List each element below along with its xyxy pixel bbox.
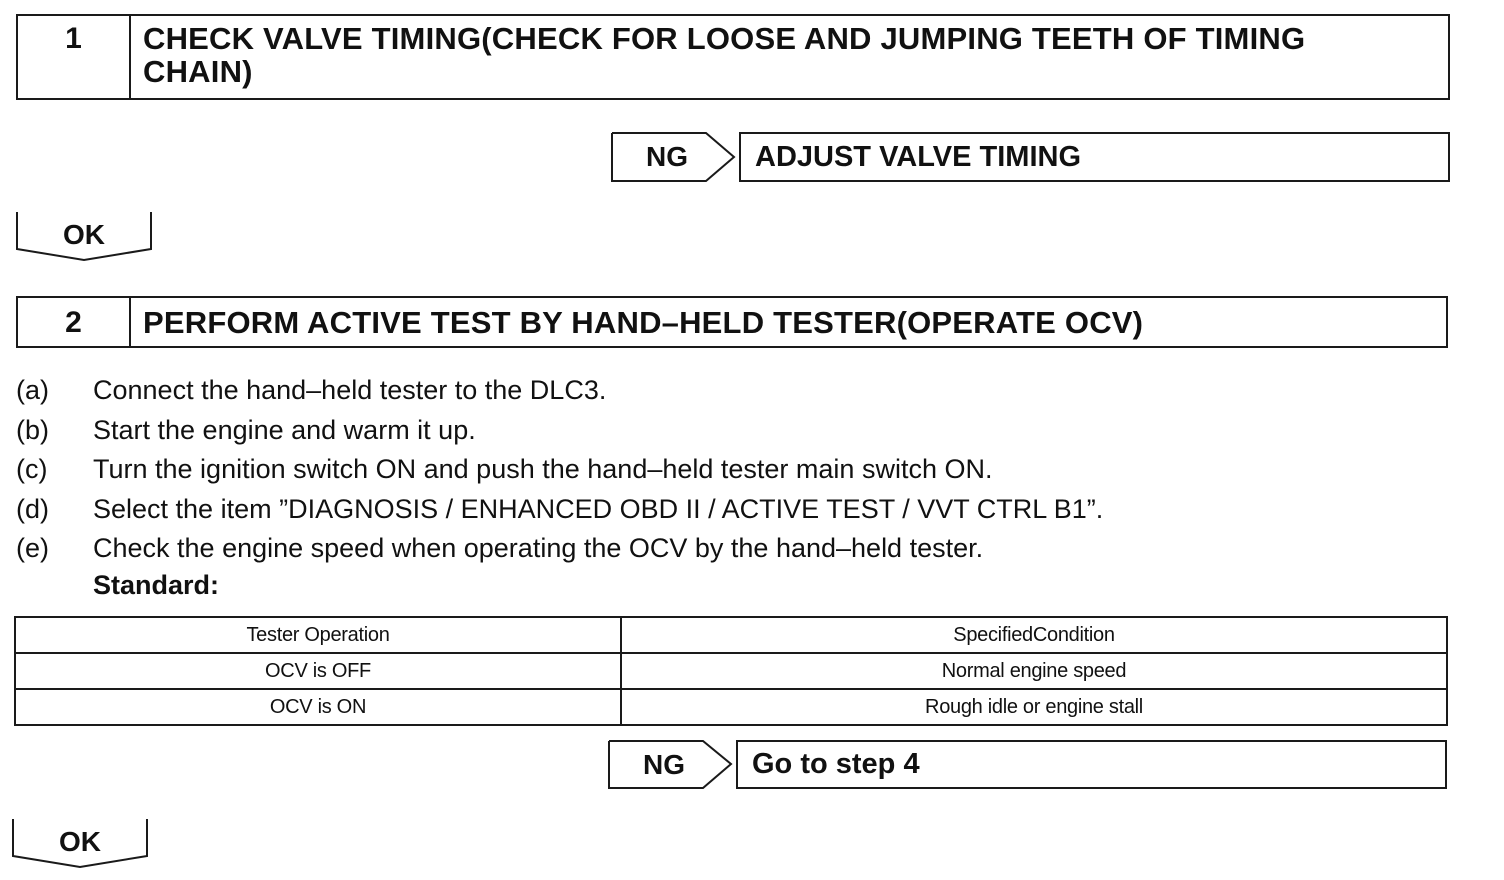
table-cell: OCV is OFF bbox=[15, 653, 621, 689]
step-1-ok-label: OK bbox=[63, 219, 105, 250]
step-2-ng-label: NG bbox=[643, 748, 685, 780]
instruction-text: Check the engine speed when operating the OCV by the hand–held tester. bbox=[93, 533, 984, 563]
instruction-letter: (e) bbox=[16, 533, 49, 563]
step-2-ok-tab bbox=[12, 818, 148, 868]
table-cell: Normal engine speed bbox=[621, 653, 1447, 689]
instruction-item bbox=[16, 450, 1456, 490]
spec-table-grid bbox=[14, 616, 1448, 726]
table-header-row bbox=[15, 617, 1447, 653]
instruction-text: Connect the hand–held tester to the DLC3. bbox=[93, 375, 607, 405]
step-1-ng-arrow bbox=[612, 132, 736, 182]
spec-table bbox=[14, 616, 1448, 726]
table-row bbox=[15, 689, 1447, 725]
table-header-cell: SpecifiedCondition bbox=[621, 617, 1447, 653]
instruction-item bbox=[16, 371, 1456, 411]
step-2-number: 2 bbox=[18, 298, 131, 346]
step-1-title-line-1: CHECK VALVE TIMING(CHECK FOR LOOSE AND JUMPING TEETH OF TIMING bbox=[143, 21, 1306, 56]
standard-label: Standard: bbox=[93, 570, 220, 600]
step-1-ok-tab bbox=[16, 211, 152, 261]
instruction-letter: (c) bbox=[16, 454, 48, 484]
instruction-list bbox=[16, 371, 1456, 569]
table-row bbox=[15, 653, 1447, 689]
instruction-letter: (b) bbox=[16, 414, 49, 445]
step-2-ng-arrow bbox=[609, 740, 733, 789]
step-2-title: PERFORM ACTIVE TEST BY HAND–HELD TESTER(OPERATE OCV) bbox=[143, 305, 1144, 340]
instruction-letter: (d) bbox=[16, 493, 49, 524]
step-2-header bbox=[16, 296, 1448, 348]
table-cell: OCV is ON bbox=[15, 689, 621, 725]
table-cell: Rough idle or engine stall bbox=[621, 689, 1447, 725]
instruction-text: Select the item ”DIAGNOSIS / ENHANCED OBD II / ACTIVE TEST / VVT CTRL B1”. bbox=[93, 493, 1104, 524]
step-2-ng-result bbox=[736, 740, 1447, 789]
instruction-item bbox=[16, 529, 1456, 569]
instruction-text: Start the engine and warm it up. bbox=[93, 414, 476, 445]
instruction-item bbox=[16, 411, 1456, 451]
table-header-cell: Tester Operation bbox=[15, 617, 621, 653]
step-1-header bbox=[16, 14, 1450, 100]
step-1-ng-label: NG bbox=[646, 141, 688, 172]
step-2-ng-result-text: Go to step 4 bbox=[752, 748, 920, 780]
step-1-title-line-2: CHAIN) bbox=[143, 54, 253, 89]
step-1-ng-result bbox=[739, 132, 1450, 182]
step-1-title bbox=[131, 16, 1448, 98]
instruction-item bbox=[16, 490, 1456, 530]
step-1-number: 1 bbox=[18, 16, 131, 98]
step-1-ng-result-text: ADJUST VALVE TIMING bbox=[755, 140, 1081, 173]
step-2-ok-label: OK bbox=[59, 826, 101, 857]
instruction-text: Turn the ignition switch ON and push the hand–held tester main switch ON. bbox=[93, 454, 993, 484]
instruction-letter: (a) bbox=[16, 375, 49, 405]
